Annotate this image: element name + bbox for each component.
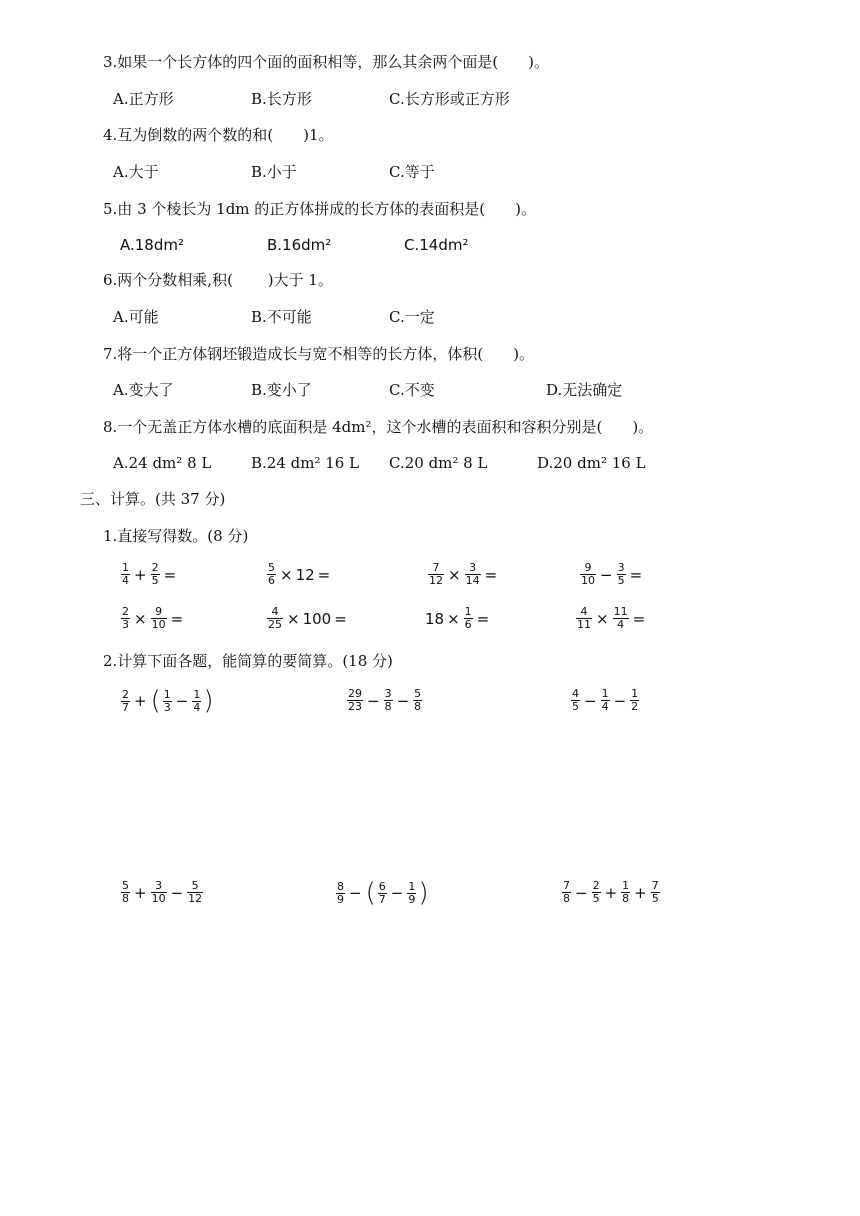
denominator: 8 xyxy=(622,892,630,905)
calc-expression-7 xyxy=(425,606,492,631)
fraction xyxy=(576,606,592,631)
fraction xyxy=(580,562,596,587)
numerator: 8 xyxy=(337,879,344,893)
fraction xyxy=(571,688,580,713)
compute-expression-6 xyxy=(561,880,661,905)
operator: = xyxy=(484,565,498,584)
operator: = xyxy=(334,609,347,628)
numerator: 11 xyxy=(613,605,628,618)
calc-expression-1 xyxy=(120,562,179,587)
question-4: 4.互为倒数的两个数的和( )1。 xyxy=(103,126,334,144)
denominator: 10 xyxy=(151,892,166,905)
q7-option-a: A.变大了 xyxy=(113,381,174,399)
operator: = xyxy=(317,565,331,584)
fraction xyxy=(407,881,416,906)
calc-expression-8 xyxy=(575,606,648,631)
operator: − xyxy=(396,691,410,710)
denominator: 8 xyxy=(414,700,422,713)
denominator: 12 xyxy=(188,892,203,905)
operator: × xyxy=(596,609,609,628)
denominator: 6 xyxy=(268,574,275,587)
fraction xyxy=(121,562,130,587)
fraction xyxy=(465,562,481,587)
fraction xyxy=(621,880,630,905)
operator: = xyxy=(629,565,643,584)
denominator: 7 xyxy=(378,892,386,906)
operator: − xyxy=(390,884,404,902)
denominator: 5 xyxy=(572,700,579,713)
denominator: 7 xyxy=(122,700,129,714)
operator: × xyxy=(134,609,147,628)
question-3: 3.如果一个长方体的四个面的面积相等，那么其余两个面是( )。 xyxy=(103,53,550,71)
q8-option-a: A.24 dm² 8 L xyxy=(113,454,212,472)
denominator: 3 xyxy=(122,618,129,631)
numerator: 5 xyxy=(414,687,422,700)
denominator: 5 xyxy=(592,892,600,905)
fraction xyxy=(347,688,363,713)
operator: − xyxy=(170,883,184,902)
question-7: 7.将一个正方体钢坯锻造成长与宽不相等的长方体，体积( )。 xyxy=(103,345,535,363)
parenthesis: ( xyxy=(365,878,376,908)
denominator: 4 xyxy=(193,700,201,714)
fraction xyxy=(562,880,571,905)
question-5: 5.由 3 个棱长为 1dm 的正方体拼成的长方体的表面积是( )。 xyxy=(103,200,537,218)
calc-expression-3 xyxy=(427,562,500,587)
operator: − xyxy=(175,692,189,710)
operator: − xyxy=(600,565,613,584)
fraction xyxy=(151,880,167,905)
q7-option-b: B.变小了 xyxy=(251,381,312,399)
denominator: 4 xyxy=(122,574,129,587)
operator: − xyxy=(613,691,627,710)
denominator: 10 xyxy=(151,618,166,631)
q8-option-d: D.20 dm² 16 L xyxy=(537,454,646,472)
number: 100 xyxy=(302,609,332,628)
numerator: 1 xyxy=(631,687,639,700)
fraction xyxy=(651,880,660,905)
q5-option-a: A.18dm² xyxy=(120,236,184,254)
numerator: 1 xyxy=(601,687,609,700)
fraction xyxy=(187,880,203,905)
numerator: 1 xyxy=(464,605,472,618)
q7-option-c: C.不变 xyxy=(389,381,435,399)
compute-expression-5 xyxy=(335,880,429,906)
fraction xyxy=(617,562,626,587)
denominator: 8 xyxy=(384,700,392,713)
compute-expression-4 xyxy=(120,880,204,905)
denominator: 6 xyxy=(464,618,472,631)
numerator: 1 xyxy=(622,879,630,892)
operator: = xyxy=(632,609,646,628)
fraction xyxy=(428,562,444,587)
fraction xyxy=(121,880,130,905)
numerator: 1 xyxy=(193,687,201,701)
parenthesis: ) xyxy=(203,686,214,716)
question-6: 6.两个分数相乘,积( )大于 1。 xyxy=(103,271,333,289)
operator: = xyxy=(476,609,490,628)
operator: = xyxy=(170,609,184,628)
numerator: 29 xyxy=(348,687,362,700)
numerator: 2 xyxy=(151,561,159,574)
fraction xyxy=(384,688,393,713)
operator: × xyxy=(447,609,460,628)
operator: = xyxy=(163,565,177,584)
q4-option-c: C.等于 xyxy=(389,163,435,181)
q8-option-c: C.20 dm² 8 L xyxy=(389,454,488,472)
fraction xyxy=(601,688,610,713)
denominator: 25 xyxy=(268,618,282,631)
operator: − xyxy=(349,884,362,902)
numerator: 3 xyxy=(617,561,625,574)
q6-option-a: A.可能 xyxy=(113,308,159,326)
numerator: 9 xyxy=(584,561,592,574)
fraction xyxy=(163,689,172,714)
numerator: 3 xyxy=(155,879,163,892)
fraction xyxy=(464,606,473,631)
fraction xyxy=(630,688,639,713)
q6-option-c: C.一定 xyxy=(389,308,435,326)
q8-option-b: B.24 dm² 16 L xyxy=(251,454,360,472)
denominator: 4 xyxy=(617,618,625,631)
numerator: 6 xyxy=(378,879,386,893)
operator: − xyxy=(367,691,380,710)
numerator: 5 xyxy=(268,561,275,574)
operator: − xyxy=(584,691,597,710)
numerator: 2 xyxy=(122,605,129,618)
parenthesis: ( xyxy=(150,686,161,716)
calc-expression-5 xyxy=(120,606,186,631)
calc-expression-6 xyxy=(266,606,350,631)
fraction xyxy=(267,606,283,631)
operator: + xyxy=(634,883,647,902)
denominator: 10 xyxy=(581,574,595,587)
fraction xyxy=(592,880,601,905)
fraction xyxy=(336,881,345,906)
fraction xyxy=(121,689,130,714)
denominator: 11 xyxy=(577,618,591,631)
numerator: 5 xyxy=(191,879,199,892)
part-1-title: 1.直接写得数。(8 分) xyxy=(103,527,249,545)
denominator: 9 xyxy=(337,892,344,906)
numerator: 3 xyxy=(384,687,392,700)
numerator: 5 xyxy=(122,879,129,892)
operator: × xyxy=(287,609,300,628)
fraction xyxy=(151,562,160,587)
q5-option-b: B.16dm² xyxy=(267,236,332,254)
compute-expression-1 xyxy=(120,688,214,714)
fraction xyxy=(413,688,422,713)
question-8: 8.一个无盖正方体水槽的底面积是 4dm²，这个水槽的表面积和容积分别是( )。 xyxy=(103,418,654,436)
calc-expression-2 xyxy=(266,562,333,587)
numerator: 1 xyxy=(163,687,171,701)
operator: + xyxy=(134,565,147,584)
denominator: 3 xyxy=(163,700,171,714)
numerator: 3 xyxy=(469,561,477,574)
fraction xyxy=(267,562,276,587)
numerator: 7 xyxy=(432,561,440,574)
denominator: 5 xyxy=(617,574,625,587)
denominator: 8 xyxy=(563,892,570,905)
numerator: 7 xyxy=(563,879,570,892)
denominator: 2 xyxy=(631,700,639,713)
q7-option-d: D.无法确定 xyxy=(546,381,623,399)
operator: × xyxy=(280,565,293,584)
numerator: 4 xyxy=(271,605,279,618)
fraction xyxy=(378,881,387,906)
q3-option-a: A.正方形 xyxy=(113,90,174,108)
numerator: 4 xyxy=(572,687,579,700)
compute-expression-3 xyxy=(570,688,640,713)
operator: − xyxy=(575,883,588,902)
denominator: 5 xyxy=(151,574,159,587)
denominator: 14 xyxy=(465,574,480,587)
fraction xyxy=(613,606,629,631)
q4-option-b: B.小于 xyxy=(251,163,297,181)
q3-option-b: B.长方形 xyxy=(251,90,312,108)
compute-expression-2 xyxy=(346,688,423,713)
denominator: 9 xyxy=(408,892,416,906)
calc-expression-4 xyxy=(579,562,645,587)
operator: × xyxy=(448,565,461,584)
fraction xyxy=(192,689,201,714)
operator: + xyxy=(134,883,147,902)
denominator: 4 xyxy=(601,700,609,713)
denominator: 23 xyxy=(348,700,362,713)
numerator: 4 xyxy=(580,605,588,618)
q6-option-b: B.不可能 xyxy=(251,308,312,326)
numerator: 2 xyxy=(122,687,129,701)
fraction xyxy=(151,606,167,631)
number: 18 xyxy=(425,609,445,628)
number: 12 xyxy=(295,565,315,584)
numerator: 9 xyxy=(155,605,163,618)
numerator: 2 xyxy=(592,879,600,892)
denominator: 12 xyxy=(429,574,443,587)
numerator: 1 xyxy=(408,879,416,893)
section-3-title: 三、计算。(共 37 分) xyxy=(80,490,226,508)
numerator: 7 xyxy=(651,879,659,892)
numerator: 1 xyxy=(122,561,129,574)
q4-option-a: A.大于 xyxy=(113,163,159,181)
denominator: 8 xyxy=(122,892,129,905)
denominator: 5 xyxy=(651,892,659,905)
operator: + xyxy=(134,692,147,710)
parenthesis: ) xyxy=(418,878,429,908)
operator: + xyxy=(604,883,618,902)
q3-option-c: C.长方形或正方形 xyxy=(389,90,510,108)
fraction xyxy=(121,606,130,631)
q5-option-c: C.14dm² xyxy=(404,236,469,254)
part-2-title: 2.计算下面各题，能简算的要简算。(18 分) xyxy=(103,652,393,670)
